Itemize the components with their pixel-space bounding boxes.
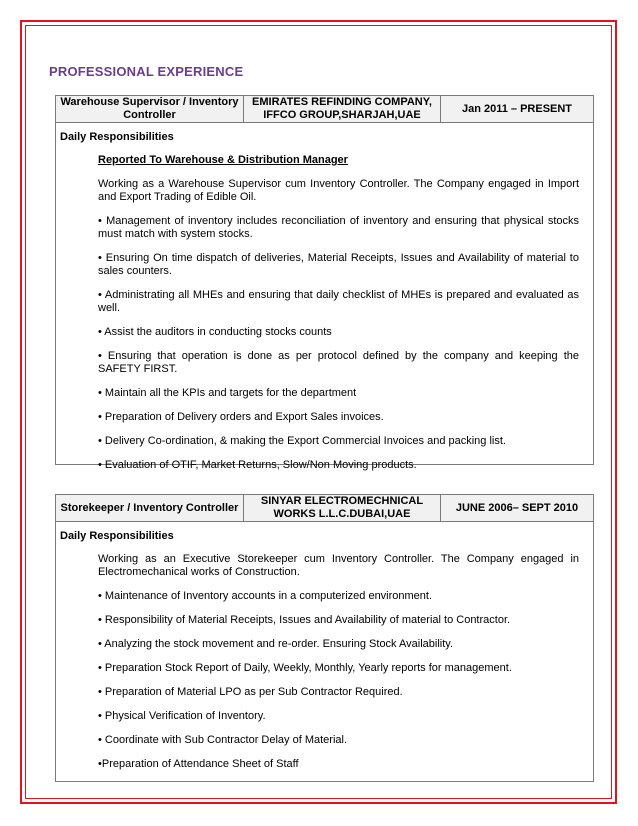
list-item: • Coordinate with Sub Contractor Delay of Material. [98, 734, 348, 746]
list-item: • Physical Verification of Inventory. [98, 710, 266, 722]
job-period: JUNE 2006– SEPT 2010 [455, 501, 579, 514]
list-item: • Responsibility of Material Receipts, Issues and Availability of material to Contractor. [98, 614, 511, 626]
list-item: Working as a Warehouse Supervisor cum Inventory Controller. The Company engaged in Import and Export Trading of Edible Oil. [98, 178, 579, 203]
list-item: • Preparation of Delivery orders and Export Sales invoices. [98, 411, 384, 423]
job-company: SINYAR ELECTROMECHNICAL WORKS L.L.C.DUBAI,UAE [244, 495, 441, 521]
list-item: • Maintain all the KPIs and targets for the department [98, 387, 357, 399]
reported-to: Reported To Warehouse & Distribution Manager [98, 154, 348, 166]
list-item: • Ensuring On time dispatch of deliveries, Material Receipts, Issues and Availability of material to sales counters. [98, 252, 579, 277]
list-item: • Administrating all MHEs and ensuring that daily checklist of MHEs is prepared and evaluated as well. [98, 289, 579, 314]
section-title: PROFESSIONAL EXPERIENCE [49, 64, 244, 79]
list-item: • Assist the auditors in conducting stocks counts [98, 326, 332, 338]
list-item: • Ensuring that operation is done as per protocol defined by the company and keeping the SAFETY FIRST. [98, 350, 579, 375]
list-item: • Evaluation of OTIF, Market Returns, Slow/Non Moving products. [98, 459, 417, 471]
job-header-row [56, 96, 593, 123]
responsibilities-heading: Daily Responsibilities [60, 530, 174, 542]
list-item: Working as an Executive Storekeeper cum Inventory Controller. The Company engaged in Electromechanical works of Construction. [98, 553, 579, 578]
job-title: Warehouse Supervisor / Inventory Controller [56, 96, 244, 122]
job-period: Jan 2011 – PRESENT [461, 102, 573, 115]
job-body [56, 522, 593, 792]
job-company: EMIRATES REFINDING COMPANY, IFFCO GROUP,SHARJAH,UAE [244, 96, 441, 122]
job-title: Storekeeper / Inventory Controller [56, 495, 244, 521]
list-item: • Preparation Stock Report of Daily, Weekly, Monthly, Yearly reports for management. [98, 662, 512, 674]
job-entry [55, 494, 594, 782]
job-entry [55, 95, 594, 471]
job-header-row [56, 495, 593, 522]
list-item: • Delivery Co-ordination, & making the Export Commercial Invoices and packing list. [98, 435, 506, 447]
list-item: • Analyzing the stock movement and re-order. Ensuring Stock Availability. [98, 638, 454, 650]
list-item: • Management of inventory includes reconciliation of inventory and ensuring that physical stocks must match with system stocks. [98, 215, 579, 240]
list-item: • Maintenance of Inventory accounts in a computerized environment. [98, 590, 433, 602]
job-body [56, 123, 593, 493]
responsibilities-heading: Daily Responsibilities [60, 131, 174, 143]
list-item: •Preparation of Attendance Sheet of Staff [98, 758, 299, 770]
list-item: • Preparation of Material LPO as per Sub Contractor Required. [98, 686, 403, 698]
